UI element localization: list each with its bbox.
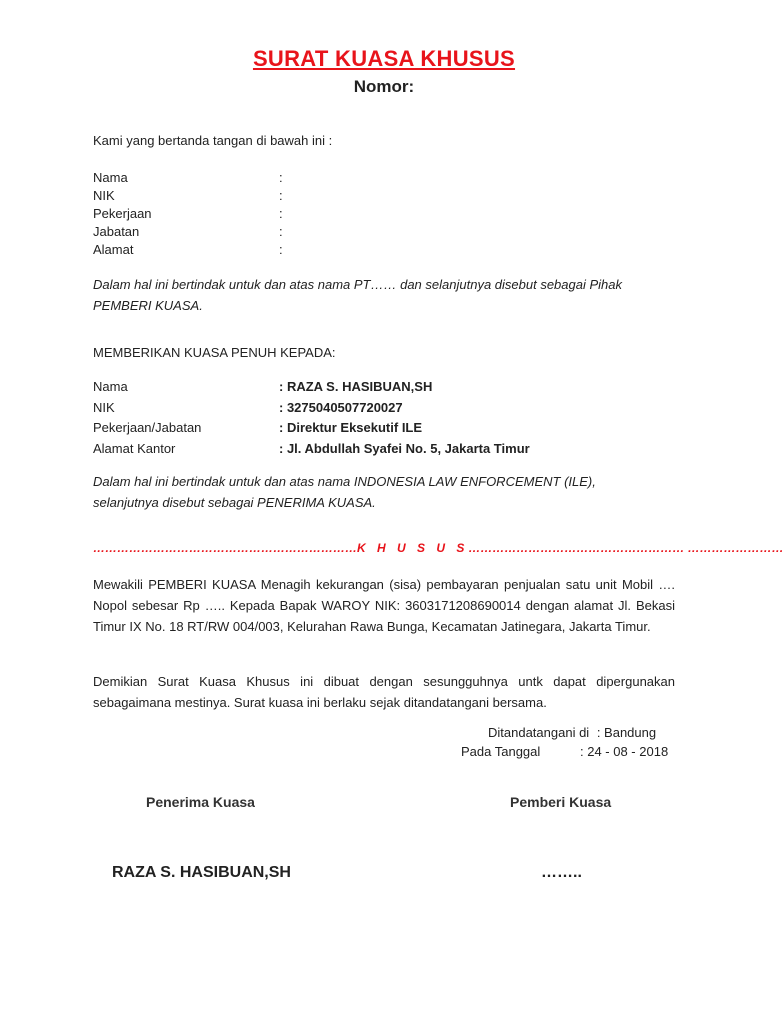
khusus-word: K H U S U S xyxy=(357,541,469,555)
field-label: Nama xyxy=(93,379,128,394)
penerima-field-jabatan xyxy=(93,419,422,437)
pemberi-kuasa-label: Pemberi Kuasa xyxy=(510,794,612,810)
mewakili-paragraph: Mewakili PEMBERI KUASA Menagih kekurangan (sisa) pembayaran penjualan satu unit Mobil …. Nopol sebesar Rp ….. Kepada Bapak WAROY NIK: 3603171208690014 dengan alamat Jl. Bekasi Timur IX No. 18 RT/RW 004/003, Kelurahan Rawa Bunga, Kecamatan Jatinegara, Jakarta Timur. xyxy=(93,577,675,634)
field-value: : xyxy=(279,206,283,221)
khusus-divider xyxy=(93,541,784,555)
pemberi-field-nama xyxy=(93,169,283,187)
pemberi-kuasa-name: …….. xyxy=(541,864,582,881)
field-value: : xyxy=(279,170,283,185)
signing-date xyxy=(461,743,668,761)
signing-place-value: : Bandung xyxy=(596,725,657,740)
field-label: Jabatan xyxy=(93,224,140,239)
signing-date-value: : 24 - 08 - 2018 xyxy=(580,744,669,759)
field-label: Alamat Kantor xyxy=(93,441,176,456)
closing-paragraph: Demikian Surat Kuasa Khusus ini dibuat dengan sesungguhnya untk dapat dipergunakan sebagaimana mestinya. Surat kuasa ini berlaku sejak ditandatangani bersama. xyxy=(93,674,675,710)
field-label: Alamat xyxy=(93,242,134,257)
pemberi-field-alamat xyxy=(93,241,283,259)
pemberi-statement: Dalam hal ini bertindak untuk dan atas nama PT…… dan selanjutnya disebut sebagai Pihak PEMBERI KUASA. xyxy=(93,277,622,313)
field-value: : RAZA S. HASIBUAN,SH xyxy=(279,379,433,394)
khusus-divider-right: ……………………………………………… …………………… xyxy=(468,541,784,555)
khusus-divider-left: ………………………………………………………… xyxy=(93,541,357,555)
field-value: : xyxy=(279,188,283,203)
intro-text: Kami yang bertanda tangan di bawah ini : xyxy=(93,133,333,148)
signing-place xyxy=(488,724,656,742)
signing-date-label: Pada Tanggal xyxy=(461,744,541,759)
penerima-field-nik xyxy=(93,399,403,417)
pemberi-field-nik xyxy=(93,187,283,205)
field-label: Pekerjaan xyxy=(93,206,152,221)
penerima-statement: Dalam hal ini bertindak untuk dan atas nama INDONESIA LAW ENFORCEMENT (ILE), selanjutnya disebut sebagai PENERIMA KUASA. xyxy=(93,474,596,510)
memberikan-heading: MEMBERIKAN KUASA PENUH KEPADA: xyxy=(93,345,336,360)
document-number: Nomor: xyxy=(353,77,415,96)
penerima-field-nama xyxy=(93,378,432,396)
field-label: Nama xyxy=(93,170,128,185)
field-value: : 3275040507720027 xyxy=(279,400,403,415)
field-value: : xyxy=(279,224,283,239)
penerima-kuasa-label: Penerima Kuasa xyxy=(146,794,255,810)
field-label: Pekerjaan/Jabatan xyxy=(93,420,202,435)
penerima-field-alamat-kantor xyxy=(93,440,530,458)
document-title: SURAT KUASA KHUSUS xyxy=(252,46,516,71)
pemberi-field-pekerjaan xyxy=(93,205,283,223)
pemberi-field-jabatan xyxy=(93,223,283,241)
field-value: : Jl. Abdullah Syafei No. 5, Jakarta Timur xyxy=(279,441,530,456)
field-label: NIK xyxy=(93,188,115,203)
signing-place-label: Ditandatangani di xyxy=(488,725,590,740)
penerima-kuasa-name: RAZA S. HASIBUAN,SH xyxy=(112,864,291,881)
field-label: NIK xyxy=(93,400,115,415)
field-value: : xyxy=(279,242,283,257)
field-value: : Direktur Eksekutif ILE xyxy=(279,420,423,435)
